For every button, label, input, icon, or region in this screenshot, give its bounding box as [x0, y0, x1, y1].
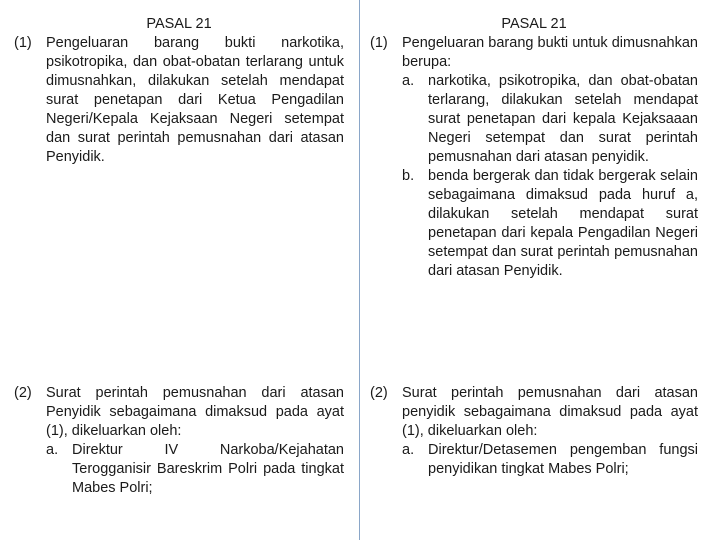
right-item-1-sub-b: [402, 167, 698, 281]
left-item-1: [14, 34, 344, 167]
right-item-1-sub-a-letter: a.: [402, 73, 415, 89]
right-item-1: [370, 34, 698, 281]
left-item-2-block: [14, 384, 344, 498]
right-item-2: [370, 384, 698, 479]
right-heading: PASAL 21: [501, 16, 567, 32]
right-item-2-number: (2): [370, 385, 388, 401]
right-item-2-sub-a-text: Direktur/Detasemen pengemban fungsi penyidikan tingkat Mabes Polri;: [428, 442, 698, 477]
right-item-1-sub-b-letter: b.: [402, 168, 415, 184]
right-item-2-sub-a-letter: a.: [402, 442, 415, 458]
left-item-2-text: Surat perintah pemusnahan dari atasan Penyidik sebagaimana dimaksud pada ayat (1), dikeluarkan oleh:: [46, 385, 344, 439]
left-item-2-number: (2): [14, 385, 32, 401]
right-column: [370, 15, 698, 477]
left-column: [14, 15, 344, 496]
left-item-2: [14, 384, 344, 498]
column-divider: [359, 0, 360, 540]
right-item-1-number: (1): [370, 35, 388, 51]
right-item-1-sub-a-text: narkotika, psikotropika, dan obat-obatan terlarang, dilakukan setelah mendapat surat penetapan dari kepala Kejaksaaan Negeri setempat dan surat perintah pemusnahan dari atasan penyidik.: [428, 73, 698, 165]
left-item-2-sub-a: [46, 441, 344, 498]
left-item-2-sub-a-text: Direktur IV Narkoba/Kejahatan Terogganisir Bareskrim Polri pada tingkat Mabes Polri;: [72, 442, 344, 496]
left-item-1-number: (1): [14, 35, 32, 51]
left-heading: PASAL 21: [146, 16, 212, 32]
right-item-2-text: Surat perintah pemusnahan dari atasan penyidik sebagaimana dimaksud pada ayat (1), dikeluarkan oleh:: [402, 385, 698, 439]
left-item-2-sub-a-letter: a.: [46, 442, 59, 458]
right-item-2-sub-a: [402, 441, 698, 479]
right-item-1-sub-b-text: benda bergerak dan tidak bergerak selain sebagaimana dimaksud pada huruf a, dilakukan setelah mendapat surat penetapan dari kepala Pengadilan Negeri setempat dan surat perintah pemusnahan dari atasan Penyidik.: [428, 168, 698, 279]
right-item-2-block: [370, 384, 698, 479]
left-item-1-text: Pengeluaran barang bukti narkotika, psikotropika, dan obat-obatan terlarang untuk dimusnahkan, dilakukan setelah mendapat surat penetapan dari Ketua Pengadilan Negeri/Kepala Kejaksaan Negeri setempat dan surat perintah pemusnahan dari atasan Penyidik.: [46, 35, 344, 165]
right-item-1-sub-a: [402, 72, 698, 167]
right-item-1-text: Pengeluaran barang bukti untuk dimusnahkan berupa:: [402, 35, 698, 70]
